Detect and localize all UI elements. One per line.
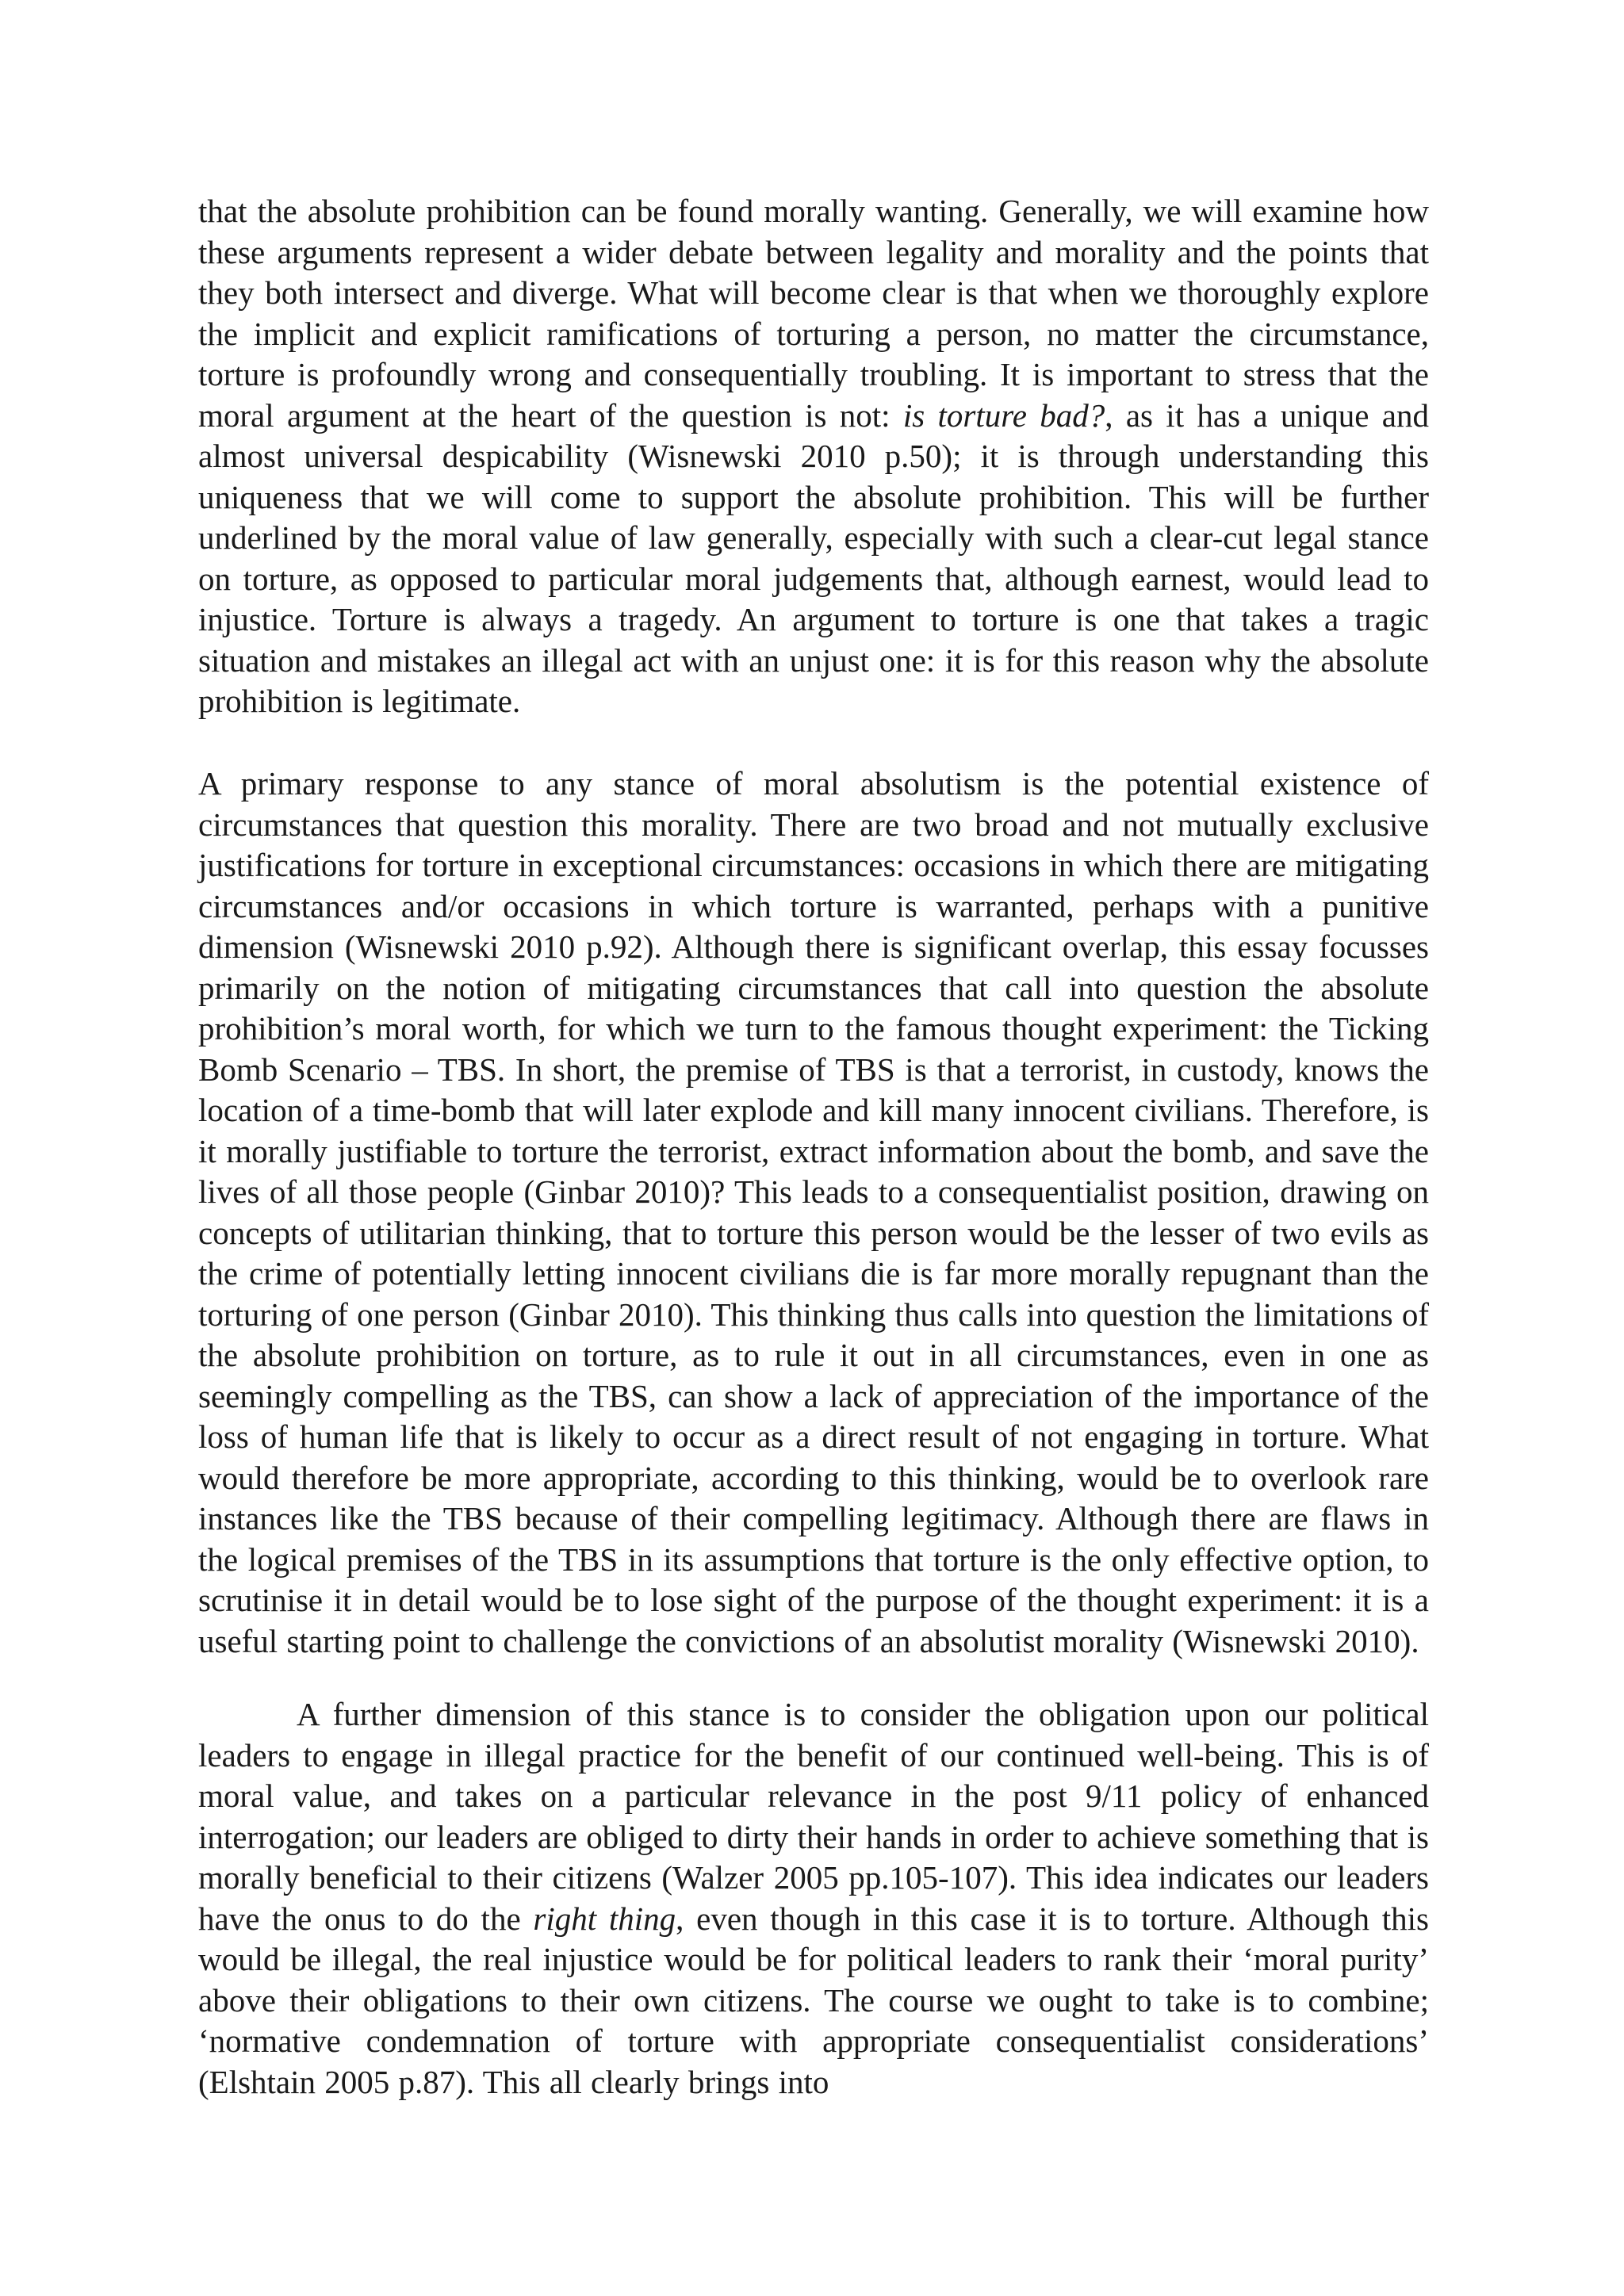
paragraph-political-leaders xyxy=(198,1694,1429,2103)
text-segment: , even though in this case it is to torture. Although this would be illegal, the real injustice would be for political leaders to rank their ‘moral purity’ above their obligations to their own citizens. The course we ought to take is to combine; ‘normative condemnation of torture with appropriate consequentialist considerations’ (Elshtain 2005 p.87). This all clearly brings into xyxy=(198,1900,1429,2100)
paragraph-text xyxy=(198,191,1429,722)
text-segment: that the absolute prohibition can be found morally wanting. Generally, we will examine how these arguments represent a wider debate between legality and morality and the points that they both intersect and diverge. What will become clear is that when we thoroughly explore the implicit and explicit ramifications of torturing a person, no matter the circumstance, torture is profoundly wrong and consequentially troubling. It is important to stress that the moral argument at the heart of the question is not: xyxy=(198,193,1429,434)
paragraph-absolute-prohibition xyxy=(198,191,1429,722)
paragraph-ticking-bomb-scenario xyxy=(198,763,1429,1662)
paragraph-text xyxy=(198,763,1429,1662)
italic-phrase: is torture bad? xyxy=(902,396,1105,434)
text-segment: A primary response to any stance of moral absolutism is the potential existence of circumstances that question this morality. There are two broad and not mutually exclusive justifications for torture in exceptional circumstances: occasions in which there are mitigating circumstances and/or occasions in which torture is warranted, perhaps with a punitive dimension (Wisnewski 2010 p.92). Although there is significant overlap, this essay focusses primarily on the notion of mitigating circumstances that call into question the absolute prohibition’s moral worth, for which we turn to the famous thought experiment: the Ticking Bomb Scenario – TBS. In short, the premise of TBS is that a terrorist, in custody, knows the location of a time-bomb that will later explode and kill many innocent civilians. Therefore, is it morally justifiable to torture the terrorist, extract information about the bomb, and save the lives of all those people (Ginbar 2010)? This leads to a consequentialist position, drawing on concepts of utilitarian thinking, that to torture this person would be the lesser of two evils as the crime of potentially letting innocent civilians die is far more morally repugnant than the torturing of one person (Ginbar 2010). This thinking thus calls into question the limitations of the absolute prohibition on torture, as to rule it out in all circumstances, even in one as seemingly compelling as the TBS, can show a lack of appreciation of the importance of the loss of human life that is likely to occur as a direct result of not engaging in torture. What would therefore be more appropriate, according to this thinking, would be to overlook rare instances like the TBS because of their compelling legitimacy. Although there are flaws in the logical premises of the TBS in its assumptions that torture is the only effective option, to scrutinise it in detail would be to lose sight of the purpose of the thought experiment: it is a useful starting point to challenge the convictions of an absolutist morality (Wisnewski 2010). xyxy=(198,765,1429,1659)
text-segment: A further dimension of this stance is to consider the obligation upon our political leaders to engage in illegal practice for the benefit of our continued well-being. This is of moral value, and takes on a particular relevance in the post 9/11 policy of enhanced interrogation; our leaders are obliged to dirty their hands in order to achieve something that is morally beneficial to their citizens (Walzer 2005 pp.105-107). This idea indicates our leaders have the onus to do the xyxy=(198,1696,1429,1937)
italic-phrase: right thing xyxy=(533,1900,676,1937)
paragraph-text xyxy=(198,1694,1429,2103)
text-segment: , as it has a unique and almost universal despicability (Wisnewski 2010 p.50); it is through understanding this uniqueness that we will come to support the absolute prohibition. This will be further underlined by the moral value of law generally, especially with such a clear-cut legal stance on torture, as opposed to particular moral judgements that, although earnest, would lead to injustice. Torture is always a tragedy. An argument to torture is one that takes a tragic situation and mistakes an illegal act with an unjust one: it is for this reason why the absolute prohibition is legitimate. xyxy=(198,396,1430,719)
